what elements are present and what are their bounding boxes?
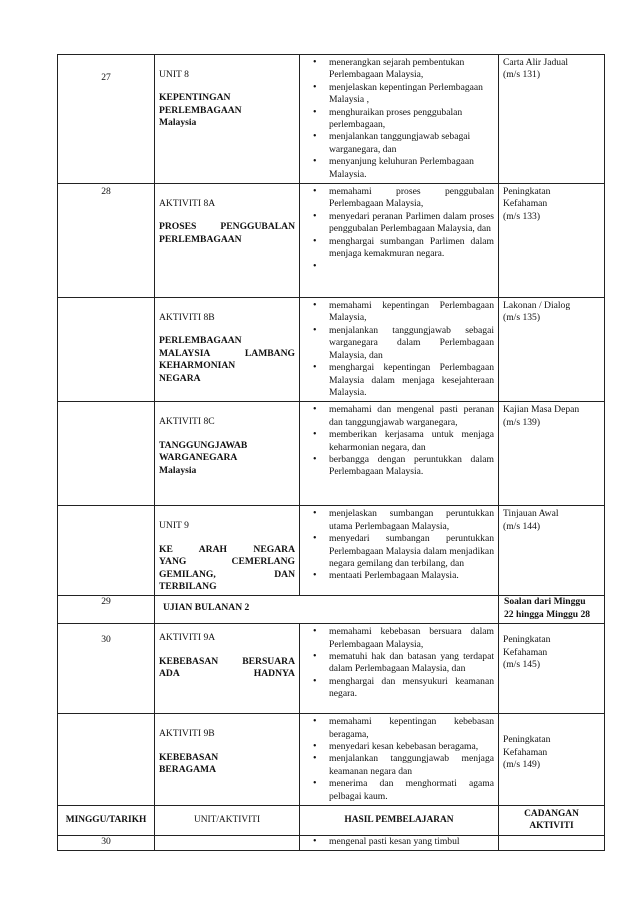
unit-code: AKTIVITI 8C	[159, 416, 215, 428]
unit-code: UNIT 9	[159, 520, 189, 532]
outcome-item: • menyedari kesan kebebasan beragama,	[304, 741, 494, 753]
header-activity: CADANGAN AKTIVITI	[499, 806, 605, 836]
activity-text: Lakonan / Dialog (m/s 135)	[503, 300, 571, 324]
exam-note: Soalan dari Minggu 22 hingga Minggu 28	[504, 596, 591, 620]
outcome-item: • menghargai dan mensyukuri keamanan negara.	[304, 676, 494, 701]
activity-text: Peningkatan Kefahaman (m/s 149)	[503, 734, 551, 770]
outcome-cell	[300, 402, 499, 506]
activity-text: Peningkatan Kefahaman (m/s 133)	[503, 186, 551, 222]
outcome-item: • memahami dan mengenal pasti peranan dan tanggungjawab warganegara,	[304, 404, 494, 429]
outcome-item: • menjelaskan sumbangan peruntukkan utama Perlembagaan Malaysia,	[304, 508, 494, 533]
table-row	[58, 596, 605, 624]
outcome-item: • menjalankan tanggungjawab sebagai warganegara, dan	[304, 131, 494, 156]
outcome-item: • menerima dan menghormati agama pelbagai kaum.	[304, 778, 494, 803]
unit-cell	[155, 506, 300, 596]
outcome-item: • mematuhi hak dan batasan yang terdapat dalam Perlembagaan Malaysia, dan	[304, 651, 494, 676]
header-row	[58, 806, 605, 836]
outcome-list	[304, 836, 494, 848]
table-row	[58, 184, 605, 298]
lesson-plan-table	[57, 54, 605, 851]
outcome-list	[304, 300, 494, 399]
week-cell	[58, 298, 155, 402]
exam-title: UJIAN BULANAN 2	[163, 602, 250, 614]
activity-text: Peningkatan Kefahaman (m/s 145)	[503, 634, 551, 670]
unit-code: AKTIVITI 8A	[159, 198, 216, 210]
outcome-item: • menghargai kepentingan Perlembagaan Malaysia dalam menjaga kesejahteraan Malaysia.	[304, 362, 494, 399]
outcome-item: • berbangga dengan peruntukkan dalam Perlembagaan Malaysia.	[304, 454, 494, 479]
header-week: MINGGU/TARIKH	[58, 806, 155, 836]
outcome-cell	[300, 835, 499, 850]
table-row	[58, 402, 605, 506]
outcome-list	[304, 716, 494, 803]
unit-title: KEBEBASAN BERAGAMA	[159, 751, 219, 775]
outcome-item: • menjalankan tanggungjawab menjaga keamanan negara dan	[304, 753, 494, 778]
exam-note-cell	[499, 596, 605, 624]
unit-cell	[155, 402, 300, 506]
week-cell	[58, 714, 155, 806]
outcome-item: • menjelaskan kepentingan Perlembagaan Malaysia ,	[304, 82, 494, 107]
unit-title: PERLEMBAGAAN MALAYSIA LAMBANG KEHARMONIAN NEGARA	[159, 335, 295, 384]
outcome-item: • menerangkan sejarah pembentukan Perlembagaan Malaysia,	[304, 57, 494, 82]
activity-cell	[499, 506, 605, 596]
outcome-item: • menyanjung keluhuran Perlembagaan Malaysia.	[304, 156, 494, 181]
unit-code: UNIT 8	[159, 69, 189, 80]
unit-cell	[155, 55, 300, 184]
unit-title: KE ARAH NEGARA YANG CEMERLANG GEMILANG, DAN TERBILANG	[159, 543, 295, 592]
outcome-cell	[300, 55, 499, 184]
outcome-list	[304, 508, 494, 582]
unit-title: PROSES PENGGUBALAN PERLEMBAGAAN	[159, 221, 295, 245]
outcome-item: • memahami kepentingan kebebasan beragama,	[304, 716, 494, 741]
outcome-item: • menghuraikan proses penggubalan perlembagaan,	[304, 107, 494, 132]
unit-title: KEBEBASAN BERSUARA ADA HADNYA	[159, 655, 295, 679]
outcome-item: • memahami kepentingan Perlembagaan Malaysia,	[304, 300, 494, 325]
unit-cell	[155, 184, 300, 298]
header-outcome: HASIL PEMBELAJARAN	[300, 806, 499, 836]
activity-text: Tinjauan Awal (m/s 144)	[503, 508, 559, 532]
activity-cell	[499, 624, 605, 714]
week-cell: 30	[58, 624, 155, 714]
week-cell: 27	[58, 55, 155, 184]
activity-cell	[499, 55, 605, 184]
outcome-item: • menghargai sumbangan Parlimen dalam menjaga kemakmuran negara.	[304, 236, 494, 261]
table-row	[58, 624, 605, 714]
outcome-cell	[300, 624, 499, 714]
outcome-list	[304, 404, 494, 478]
activity-text: Carta Alir Jadual (m/s 131)	[503, 57, 569, 81]
activity-cell	[499, 298, 605, 402]
outcome-item: • memberikan kerjasama untuk menjaga keharmonian negara, dan	[304, 429, 494, 454]
unit-title: TANGGUNGJAWAB WARGANEGARA Malaysia	[159, 439, 248, 476]
outcome-item: • memahami proses penggubalan Perlembagaan Malaysia,	[304, 186, 494, 211]
table-row	[58, 714, 605, 806]
exam-cell	[155, 596, 499, 624]
outcome-cell	[300, 506, 499, 596]
unit-title: KEPENTINGAN PERLEMBAGAAN Malaysia	[159, 92, 242, 129]
outcome-list	[304, 186, 494, 272]
week-cell: 30	[58, 835, 155, 850]
outcome-cell	[300, 714, 499, 806]
unit-cell	[155, 624, 300, 714]
outcome-item: • mentaati Perlembagaan Malaysia.	[304, 570, 494, 582]
table-row	[58, 298, 605, 402]
header-unit: UNIT/AKTIVITI	[155, 806, 300, 836]
outcome-item	[304, 261, 494, 273]
unit-cell	[155, 714, 300, 806]
week-cell	[58, 402, 155, 506]
outcome-list	[304, 626, 494, 700]
activity-cell	[499, 714, 605, 806]
activity-cell	[499, 184, 605, 298]
outcome-item: • menyedari peranan Parlimen dalam proses penggubalan Perlembagaan Malaysia, dan	[304, 211, 494, 236]
outcome-cell	[300, 298, 499, 402]
week-cell	[58, 506, 155, 596]
table-row	[58, 835, 605, 850]
outcome-item: • menyedari sumbangan peruntukkan Perlembagaan Malaysia dalam menjadikan negara gemilang dan terbilang, dan	[304, 533, 494, 570]
outcome-item: • menjalankan tanggungjawab sebagai warganegara dalam Perlembagaan Malaysia, dan	[304, 325, 494, 362]
week-cell: 28	[58, 184, 155, 298]
activity-cell	[499, 402, 605, 506]
unit-cell	[155, 835, 300, 850]
activity-cell	[499, 835, 605, 850]
table-row	[58, 506, 605, 596]
unit-code: AKTIVITI 9B	[159, 728, 215, 740]
unit-cell	[155, 298, 300, 402]
activity-text: Kajian Masa Depan (m/s 139)	[503, 404, 580, 428]
outcome-cell	[300, 184, 499, 298]
week-cell: 29	[58, 596, 155, 624]
outcome-item: • mengenal pasti kesan yang timbul	[304, 836, 494, 848]
table-row	[58, 55, 605, 184]
outcome-list	[304, 57, 494, 181]
unit-code: AKTIVITI 8B	[159, 312, 215, 324]
outcome-item: • memahami kebebasan bersuara dalam Perlembagaan Malaysia,	[304, 626, 494, 651]
unit-code: AKTIVITI 9A	[159, 632, 216, 644]
